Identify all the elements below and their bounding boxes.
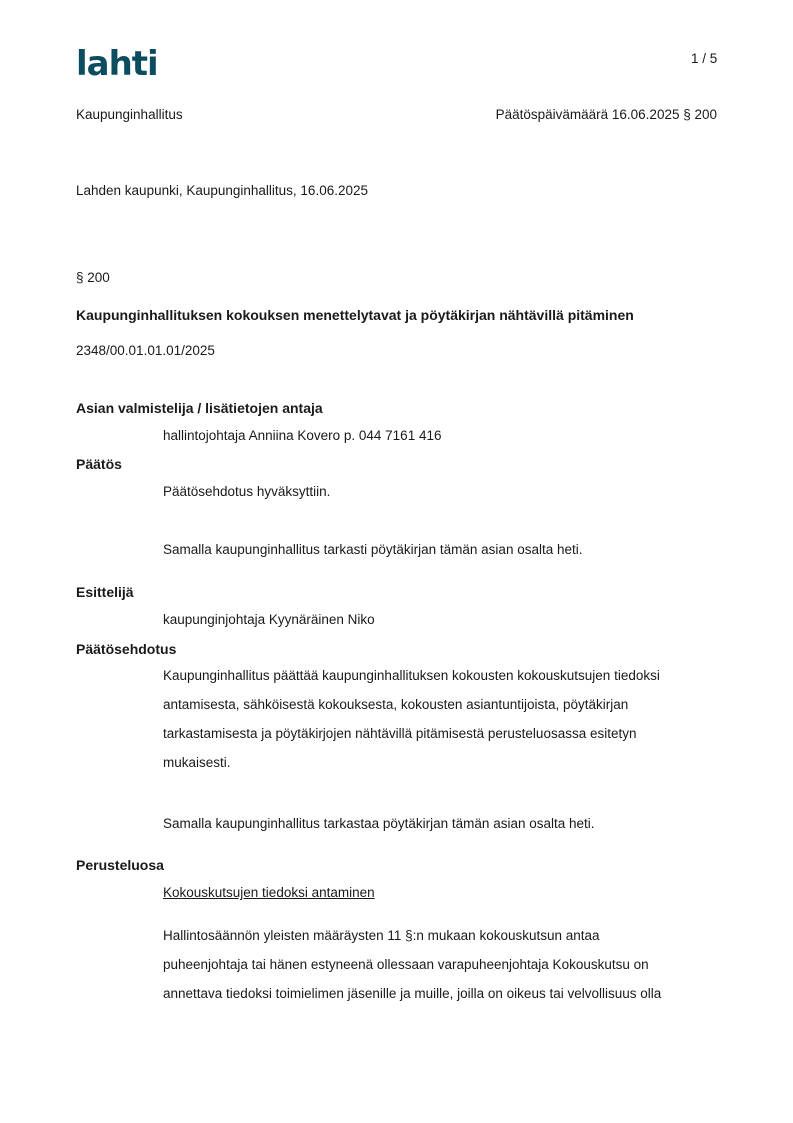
rationale-line: Hallintosäännön yleisten määräysten 11 §:n mukaan kokouskutsun antaa xyxy=(163,928,600,943)
department-label: Kaupunginhallitus xyxy=(76,107,183,122)
rationale-heading: Perusteluosa xyxy=(76,857,164,873)
proposal-line: Kaupunginhallitus päättää kaupunginhallituksen kokousten kokouskutsujen tiedoksi xyxy=(163,668,660,683)
decision-text-2: Samalla kaupunginhallitus tarkasti pöytäkirjan tämän asian osalta heti. xyxy=(163,542,583,557)
decision-date: Päätöspäivämäärä 16.06.2025 § 200 xyxy=(495,107,717,122)
rationale-subheading: Kokouskutsujen tiedoksi antaminen xyxy=(163,885,375,900)
rationale-line: puheenjohtaja tai hänen estyneenä ollessaan varapuheenjohtaja Kokouskutsu on xyxy=(163,957,649,972)
proposal-heading: Päätösehdotus xyxy=(76,641,177,657)
proposal-line: tarkastamisesta ja pöytäkirjojen nähtävillä pitämisestä perusteluosassa esitetyn xyxy=(163,726,637,741)
presenter-heading: Esittelijä xyxy=(76,584,134,600)
page-number: 1 / 5 xyxy=(691,51,718,66)
presenter-text: kaupunginjohtaja Kyynäräinen Niko xyxy=(163,612,375,627)
section-number: § 200 xyxy=(76,270,110,285)
proposal-paragraph xyxy=(163,661,723,777)
diary-number: 2348/00.01.01.01/2025 xyxy=(76,343,215,358)
document-title: Kaupunginhallituksen kokouksen menettelytavat ja pöytäkirjan nähtävillä pitäminen xyxy=(76,307,634,323)
lahti-logo: lahti xyxy=(76,44,158,84)
rationale-paragraph xyxy=(163,921,723,1008)
decision-text-1: Päätösehdotus hyväksyttiin. xyxy=(163,484,331,499)
decision-heading: Päätös xyxy=(76,456,122,472)
preparer-text: hallintojohtaja Anniina Kovero p. 044 7161 416 xyxy=(163,428,442,443)
proposal-text-2: Samalla kaupunginhallitus tarkastaa pöytäkirjan tämän asian osalta heti. xyxy=(163,816,595,831)
meta-line: Lahden kaupunki, Kaupunginhallitus, 16.06.2025 xyxy=(76,183,368,198)
proposal-line: mukaisesti. xyxy=(163,755,231,770)
proposal-line: antamisesta, sähköisestä kokouksesta, kokousten asiantuntijoista, pöytäkirjan xyxy=(163,697,629,712)
rationale-line: annettava tiedoksi toimielimen jäsenille ja muille, joilla on oikeus tai velvollisuus olla xyxy=(163,986,662,1001)
preparer-heading: Asian valmistelija / lisätietojen antaja xyxy=(76,400,323,416)
